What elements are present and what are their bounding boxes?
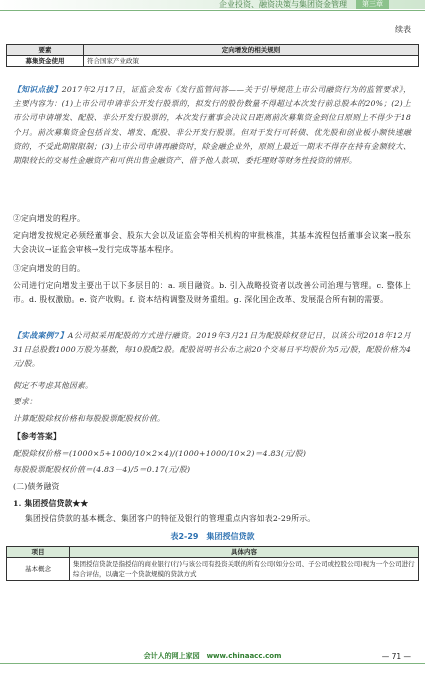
table-cell: 募集资金使用 bbox=[7, 56, 84, 67]
table-header-row bbox=[7, 547, 419, 558]
case-label: 【实战案例7】 bbox=[13, 331, 68, 340]
table-header-cell: 项目 bbox=[7, 547, 70, 558]
answer-label: 【参考答案】 bbox=[13, 432, 61, 441]
page-header bbox=[0, 0, 425, 13]
intro-text: 集团授信贷款的基本概念、集团客户的特征及银行的管理重点内容如表2-29所示。 bbox=[25, 514, 316, 523]
knowledge-label: 【知识点拔】 bbox=[13, 85, 62, 94]
case-assumption: 假定不考虑其他因素。 bbox=[13, 381, 93, 390]
table-row bbox=[7, 558, 419, 581]
header-divider bbox=[0, 10, 425, 11]
table-cell: 集团授信贷款是指授信的商业银行(行)与该公司有投资关联的所有公司(如分公司、子公司或控股公司)视为一个公司进行综合评估，以确定一个贷款规模的贷款方式 bbox=[70, 558, 419, 581]
chapter-title: 企业投资、融资决策与集团资金管理 bbox=[219, 0, 347, 9]
case-block bbox=[13, 329, 411, 372]
table-header-cell: 要素 bbox=[7, 45, 84, 56]
case-requirement: 要求： bbox=[13, 397, 37, 406]
procedure-text: 定向增发按规定必须经董事会、股东大会以及证监会等相关机构的审批核准，其基本流程包括董事会议案→股东大会决议→证监会审核→发行完成等基本程序。 bbox=[13, 231, 411, 255]
knowledge-box bbox=[13, 83, 411, 168]
table-row bbox=[7, 56, 419, 67]
page-number: — 71 — bbox=[381, 652, 411, 661]
rules-table bbox=[6, 44, 419, 67]
purpose-heading: ③定向增发的目的。 bbox=[13, 264, 85, 273]
table-caption: 表2-29 集团授信贷款 bbox=[170, 532, 255, 541]
group-credit-table bbox=[6, 546, 419, 581]
continued-label: 续表 bbox=[395, 25, 411, 34]
case-text: A公司拟采用配股的方式进行融资。2019年3月21日为配股除权登记日，以该公司2018年12月31日总股数1000万股为基数，每10股配2股。配股说明书公布之前20个交易日平均股价为5元/股，配股价格为4元/股。 bbox=[13, 331, 412, 369]
table-header-cell: 定向增发的相关规则 bbox=[84, 45, 419, 56]
footer-site: 会计人的网上家园 www.chinaacc.com bbox=[143, 652, 282, 660]
procedure-heading: ②定向增发的程序。 bbox=[13, 214, 85, 223]
answer-line-2: 每股股票配股权价值＝(4.83－4)/5＝0.17(元/股) bbox=[13, 465, 191, 474]
footer-divider bbox=[0, 663, 425, 664]
table-header-cell: 具体内容 bbox=[70, 547, 419, 558]
subsection-heading: 1. 集团授信贷款★★ bbox=[13, 499, 89, 508]
table-header-row bbox=[7, 45, 419, 56]
knowledge-text: 2017年2月17日，证监会发布《发行监管问答——关于引导规范上市公司融资行为的监管要求》，主要内容为：(1)上市公司申请非公开发行股票的，拟发行的股份数量不得超过本次发行前总股本的20%；(2)上市公司申请增发、配股、非公开发行股票的，本次发行董事会决议日距离前次募集资金到位日原则上不得少于18个月。前次募集资金包括首发、增发、配股、非公开发行股票。但对于发行可转债、优先股和创业板小额快速融资的，不受此期限限制；(3)上市公司申请再融资时，除金融企业外，原则上最近一期末不得存在持有金额较大、期限较长的交易性金融资产和可供出售金融资产、借予他人款项、委托理财等财务性投资的情形。 bbox=[13, 85, 411, 166]
answer-line-1: 配股除权价格＝(1000×5+1000/10×2×4)/(1000+1000/10×2)＝4.83(元/股) bbox=[13, 449, 307, 458]
case-task: 计算配股除权价格和每股股票配股权价值。 bbox=[13, 414, 165, 423]
section-heading: (二)债务融资 bbox=[13, 482, 60, 491]
chapter-tag: 第三章 bbox=[356, 0, 389, 9]
purpose-text: 公司进行定向增发主要出于以下多层目的：a. 项目融资。b. 引入战略投资者以改善公司治理与管理。c. 整体上市。d. 股权激励。e. 资产收购。f. 资本结构调整及财务重组。g. 深化国企改革、发展混合所有制的需要。 bbox=[13, 281, 411, 305]
table-cell: 符合国家产业政策 bbox=[84, 56, 419, 67]
table-cell: 基本概念 bbox=[7, 558, 70, 581]
